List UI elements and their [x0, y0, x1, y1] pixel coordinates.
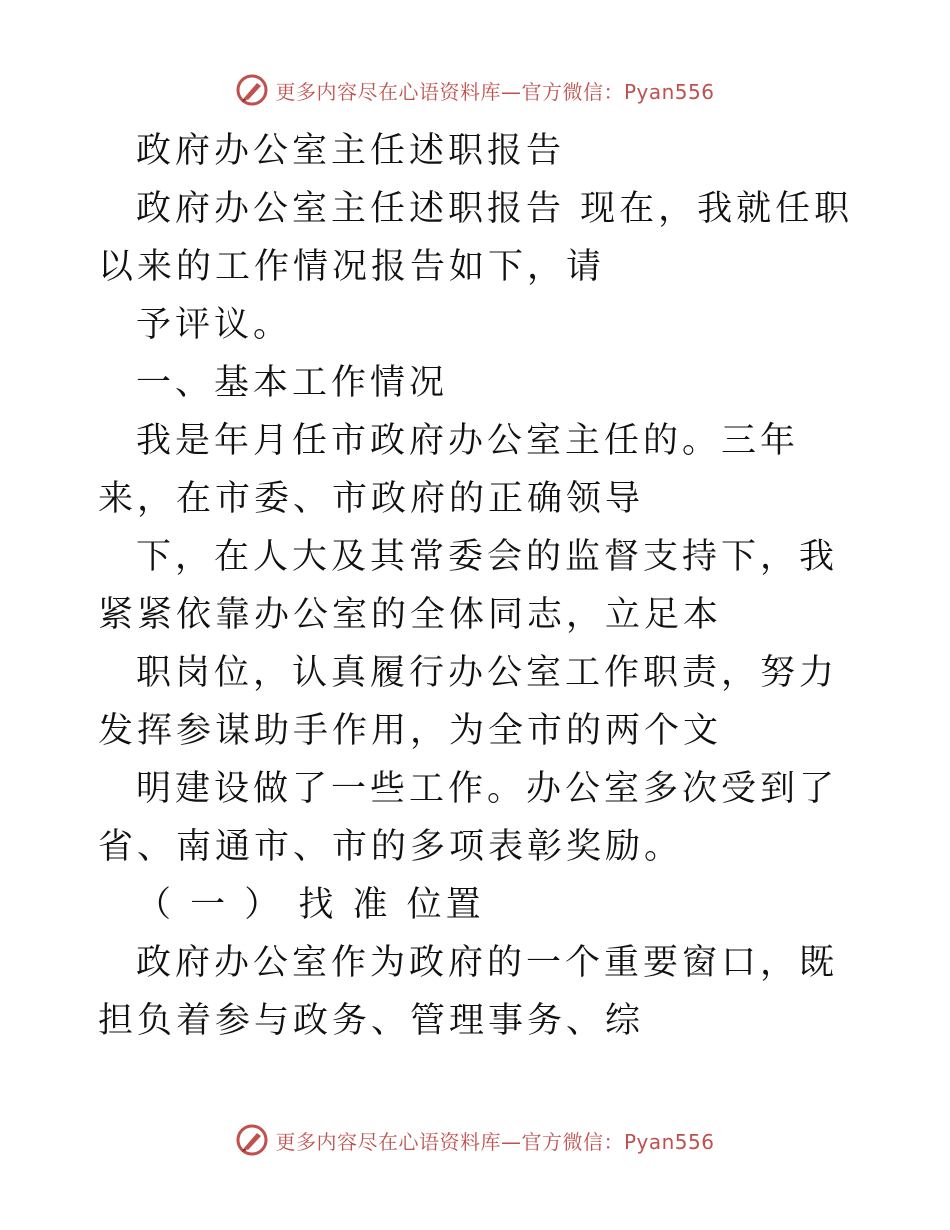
header-watermark-banner [0, 70, 950, 110]
footer-watermark-banner [0, 1120, 950, 1160]
paragraph: 明建设做了一些工作。办公室多次受到了省、南通市、市的多项表彰奖励。 [98, 769, 839, 867]
document-title: 政府办公室主任述职报告 [136, 131, 566, 171]
paragraph: 政府办公室主任述职报告 现在，我就任职以来的工作情况报告如下，请 [98, 189, 854, 287]
banner-text: 更多内容尽在心语资料库—官方微信：Pyan556 [275, 79, 715, 104]
section-heading: 一、基本工作情况 [136, 363, 449, 403]
banner-text: 更多内容尽在心语资料库—官方微信：Pyan556 [275, 1129, 715, 1154]
pen-circle-icon [235, 73, 269, 107]
paragraph: 职岗位，认真履行办公室工作职责，努力发挥参谋助手作用，为全市的两个文 [98, 653, 839, 751]
paragraph: 我是年月任市政府办公室主任的。三年来，在市委、市政府的正确领导 [98, 421, 800, 519]
paragraph: 予评议。 [136, 305, 293, 345]
paragraph: 政府办公室作为政府的一个重要窗口，既担负着参与政务、管理事务、综 [98, 943, 839, 1041]
pen-circle-icon [235, 1123, 269, 1157]
subsection-heading: （ 一 ） 找 准 位置 [136, 885, 485, 925]
document-body [98, 122, 858, 1050]
paragraph: 下，在人大及其常委会的监督支持下，我紧紧依靠办公室的全体同志，立足本 [98, 537, 839, 635]
